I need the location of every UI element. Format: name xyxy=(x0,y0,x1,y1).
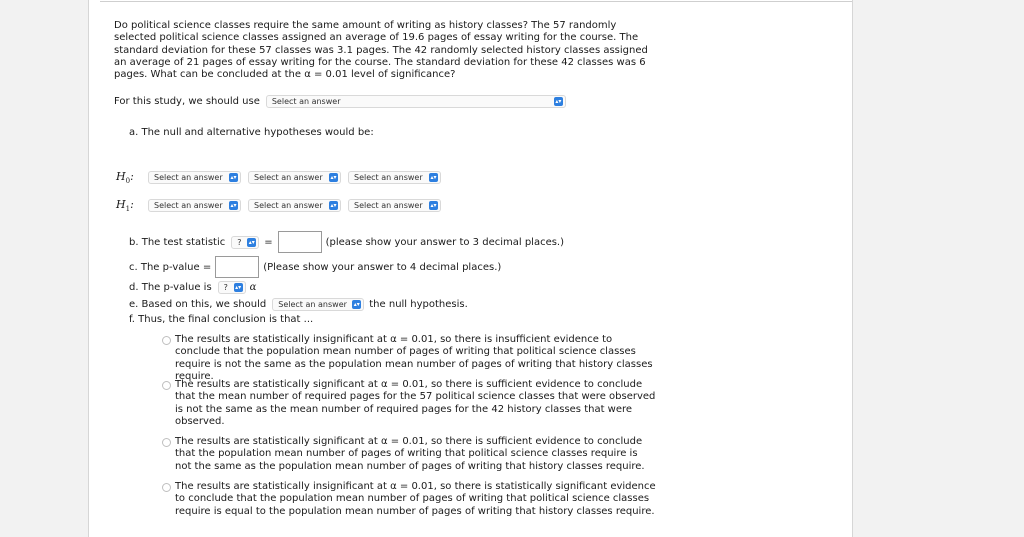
updown-chevron-icon: ▴▾ xyxy=(330,202,337,210)
part-f xyxy=(129,314,313,325)
study-row xyxy=(114,95,566,108)
h1-select-2[interactable]: Select an answer ▴▾ xyxy=(248,199,341,212)
part-b-label: b. The test statistic xyxy=(129,236,226,248)
option-text: The results are statistically significant at α = 0.01, so there is sufficient evidence to conclude that the population mean number of pages of writing that political science classes require is not the same as the population mean number of pages of writing that history classes require. xyxy=(175,436,645,472)
option-text: The results are statistically insignificant at α = 0.01, so there is statistically significant evidence to conclude that the population mean number of pages of writing that political science classes require is equal to the population mean number of pages of writing that history classes require. xyxy=(175,481,656,517)
updown-chevron-icon: ▴▾ xyxy=(248,238,255,246)
h0-row xyxy=(116,170,441,185)
h0-label: $H_0$: xyxy=(116,170,134,186)
conclusion-option-2[interactable] xyxy=(162,379,657,429)
h1-select-1[interactable]: Select an answer ▴▾ xyxy=(148,199,241,212)
part-a-label: a. The null and alternative hypotheses would be: xyxy=(129,127,374,138)
study-select[interactable] xyxy=(266,95,566,108)
radio-button[interactable] xyxy=(162,336,171,345)
part-b-hint: (please show your answer to 3 decimal places.) xyxy=(325,236,565,248)
part-e xyxy=(129,298,468,311)
test-statistic-input[interactable] xyxy=(278,231,322,253)
top-divider xyxy=(100,1,852,2)
part-d xyxy=(129,281,256,294)
updown-chevron-icon: ▴▾ xyxy=(430,174,437,182)
radio-button[interactable] xyxy=(162,438,171,447)
equals-sign: = xyxy=(264,236,273,248)
study-select-value: Select an answer xyxy=(271,97,341,106)
null-decision-select[interactable]: Select an answer ▴▾ xyxy=(272,298,364,311)
updown-chevron-icon: ▴▾ xyxy=(230,174,237,182)
h1-row xyxy=(116,198,441,213)
radio-button[interactable] xyxy=(162,483,171,492)
part-c xyxy=(129,256,501,278)
conclusion-option-3[interactable] xyxy=(162,436,657,473)
h0-select-1[interactable]: Select an answer ▴▾ xyxy=(148,171,241,184)
part-e-label: e. Based on this, we should xyxy=(129,299,267,310)
p-value-input[interactable] xyxy=(215,256,259,278)
updown-chevron-icon: ▴▾ xyxy=(230,202,237,210)
part-f-label: f. Thus, the final conclusion is that ... xyxy=(129,314,314,325)
part-e-after: the null hypothesis. xyxy=(369,299,468,310)
p-value-compare-select[interactable]: ? ▴▾ xyxy=(218,281,246,294)
h0-select-2[interactable]: Select an answer ▴▾ xyxy=(248,171,341,184)
updown-chevron-icon: ▴▾ xyxy=(353,301,360,308)
test-statistic-select[interactable]: ? ▴▾ xyxy=(231,236,259,249)
part-d-label: d. The p-value is xyxy=(129,282,212,293)
part-b xyxy=(129,231,564,253)
conclusion-option-4[interactable] xyxy=(162,481,657,518)
part-c-hint: (Please show your answer to 4 decimal places.) xyxy=(263,261,502,273)
question-text: Do political science classes require the same amount of writing as history classes? The 57 randomly selected political science classes assigned an average of 19.6 pages of essay writing for the course. The standard deviation for these 57 classes was 3.1 pages. The 42 randomly selected history classes assigned an average of 21 pages of essay writing for the course. The standard deviation for these 42 classes was 6 pages. What can be concluded at the α = 0.01 level of significance? xyxy=(114,20,648,81)
updown-chevron-icon: ▴▾ xyxy=(330,174,337,182)
updown-chevron-icon: ▴▾ xyxy=(555,98,562,105)
option-text: The results are statistically significant at α = 0.01, so there is sufficient evidence to conclude that the mean number of required pages for the 57 political science classes that were observed is not the same as the mean number of required pages for the 42 history classes that were observed. xyxy=(175,379,656,428)
h1-select-3[interactable]: Select an answer ▴▾ xyxy=(348,199,441,212)
alpha-symbol: α xyxy=(249,282,257,293)
updown-chevron-icon: ▴▾ xyxy=(430,202,437,210)
radio-button[interactable] xyxy=(162,381,171,390)
h0-select-3[interactable]: Select an answer ▴▾ xyxy=(348,171,441,184)
option-text: The results are statistically insignificant at α = 0.01, so there is insufficient evidence to conclude that the population mean number of pages of writing that political science classes require is not the same as the population mean number of pages of writing that history classes require. xyxy=(175,334,653,383)
h1-label: $H_1$: xyxy=(116,198,134,214)
conclusion-option-1[interactable] xyxy=(162,334,657,384)
updown-chevron-icon: ▴▾ xyxy=(235,284,242,291)
study-label: For this study, we should use xyxy=(114,96,260,107)
part-c-label: c. The p-value = xyxy=(129,261,212,273)
part-a xyxy=(129,127,374,138)
